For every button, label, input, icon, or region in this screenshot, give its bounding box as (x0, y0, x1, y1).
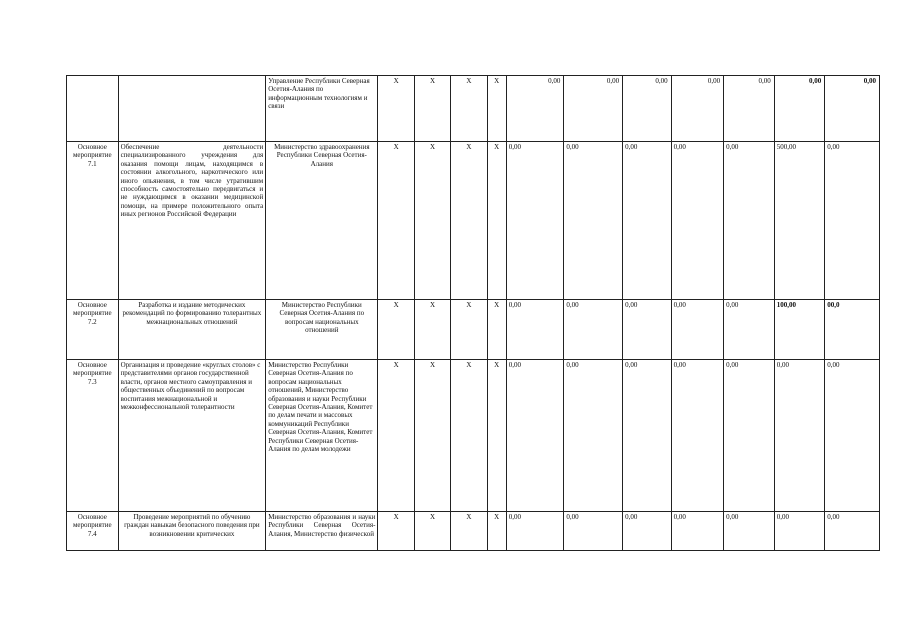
value-cell: 0,00 (506, 142, 564, 300)
value-cell: 0,00 (623, 142, 672, 300)
x-cell: X (451, 300, 487, 360)
value-cell: 500,00 (774, 142, 825, 300)
value-cell: 0,00 (724, 76, 775, 142)
activity-code-cell: Основное мероприятие 7.4 (67, 512, 119, 551)
activity-name-cell: Организация и проведение «круглых столов» с представителями органов государственной власти, органов местного самоуправления и общественных объединений по вопросам воспитания межнациональной и межконфессиональной толерантности (118, 360, 266, 512)
x-cell: X (487, 76, 506, 142)
value-cell: 0,00 (623, 300, 672, 360)
value-cell: 100,00 (774, 300, 825, 360)
x-cell: X (378, 360, 414, 512)
value-cell: 0,00 (724, 300, 775, 360)
activity-code-cell: Основное мероприятие 7.1 (67, 142, 119, 300)
x-cell: X (378, 76, 414, 142)
value-cell: 0,00 (774, 360, 825, 512)
budget-table (66, 75, 880, 551)
value-cell: 0,00 (506, 76, 564, 142)
value-cell: 0,00 (623, 76, 672, 142)
activity-name-cell: Разработка и издание методических рекомендаций по формированию толерантных межнациональных отношений (118, 300, 266, 360)
value-cell: 0,00 (564, 300, 623, 360)
x-cell: X (451, 76, 487, 142)
executor-cell: Министерство здравоохранения Республики Северная Осетия-Алания (266, 142, 378, 300)
x-cell: X (487, 360, 506, 512)
x-cell: X (414, 142, 450, 300)
executor-cell: Министерство Республики Северная Осетия-Алания по вопросам национальных отношений (266, 300, 378, 360)
value-cell: 0,00 (724, 360, 775, 512)
activity-name-cell (118, 76, 266, 142)
x-cell: X (414, 76, 450, 142)
x-cell: X (487, 300, 506, 360)
value-cell: 0,00 (825, 360, 880, 512)
activity-name-cell: Проведение мероприятий по обучению граждан навыкам безопасного поведения при возникновении критических (118, 512, 266, 551)
value-cell: 0,00 (564, 142, 623, 300)
value-cell: 0,00 (564, 512, 623, 551)
value-cell: 0,00 (671, 76, 724, 142)
value-cell: 0,00 (623, 512, 672, 551)
value-cell: 0,00 (825, 142, 880, 300)
value-cell: 0,00 (724, 512, 775, 551)
activity-code-cell: Основное мероприятие 7.3 (67, 360, 119, 512)
x-cell: X (378, 300, 414, 360)
x-cell: X (378, 142, 414, 300)
value-cell: 0,00 (506, 512, 564, 551)
value-cell: 0,00 (774, 76, 825, 142)
value-cell: 0,00 (671, 512, 724, 551)
value-cell: 0,00 (724, 142, 775, 300)
executor-cell: Министерство Республики Северная Осетия-Алания по вопросам национальных отношений, Министерство образования и науки Республики Северная Осетия-Алания, Комитет по делам печати и массовых коммуникаций Республики Северная Осетия-Алания, Комитет Республики Северная Осетия-Алания по делам молодежи (266, 360, 378, 512)
value-cell: 0,00 (671, 300, 724, 360)
executor-cell: Управление Республики Северная Осетия-Алания по информационным технологиям и связи (266, 76, 378, 142)
table-row (67, 300, 880, 360)
value-cell: 0,00 (506, 360, 564, 512)
table-row (67, 76, 880, 142)
x-cell: X (414, 512, 450, 551)
value-cell: 0,00 (671, 360, 724, 512)
executor-cell: Министерство образования и науки Республики Северная Осетия-Алания, Министерство физической (266, 512, 378, 551)
x-cell: X (414, 360, 450, 512)
value-cell: 0,00 (564, 76, 623, 142)
value-cell: 00,0 (825, 300, 880, 360)
value-cell: 0,00 (774, 512, 825, 551)
activity-code-cell: Основное мероприятие 7.2 (67, 300, 119, 360)
value-cell: 0,00 (564, 360, 623, 512)
value-cell: 0,00 (825, 512, 880, 551)
x-cell: X (487, 512, 506, 551)
x-cell: X (378, 512, 414, 551)
value-cell: 0,00 (825, 76, 880, 142)
table-row (67, 512, 880, 551)
activity-name-cell: Обеспечение деятельности специализированного учреждения для оказания помощи лицам, находящимся в состоянии алкогольного, наркотического или иного опьянения, в том числе утратившим способность самостоятельно передвигаться и не нуждающимся в оказании медицинской помощи, на примере положительного опыта иных регионов Российской Федерации (118, 142, 266, 300)
x-cell: X (451, 512, 487, 551)
activity-code-cell (67, 76, 119, 142)
value-cell: 0,00 (506, 300, 564, 360)
x-cell: X (414, 300, 450, 360)
x-cell: X (451, 142, 487, 300)
value-cell: 0,00 (623, 360, 672, 512)
table-row (67, 142, 880, 300)
table-row (67, 360, 880, 512)
value-cell: 0,00 (671, 142, 724, 300)
x-cell: X (487, 142, 506, 300)
x-cell: X (451, 360, 487, 512)
